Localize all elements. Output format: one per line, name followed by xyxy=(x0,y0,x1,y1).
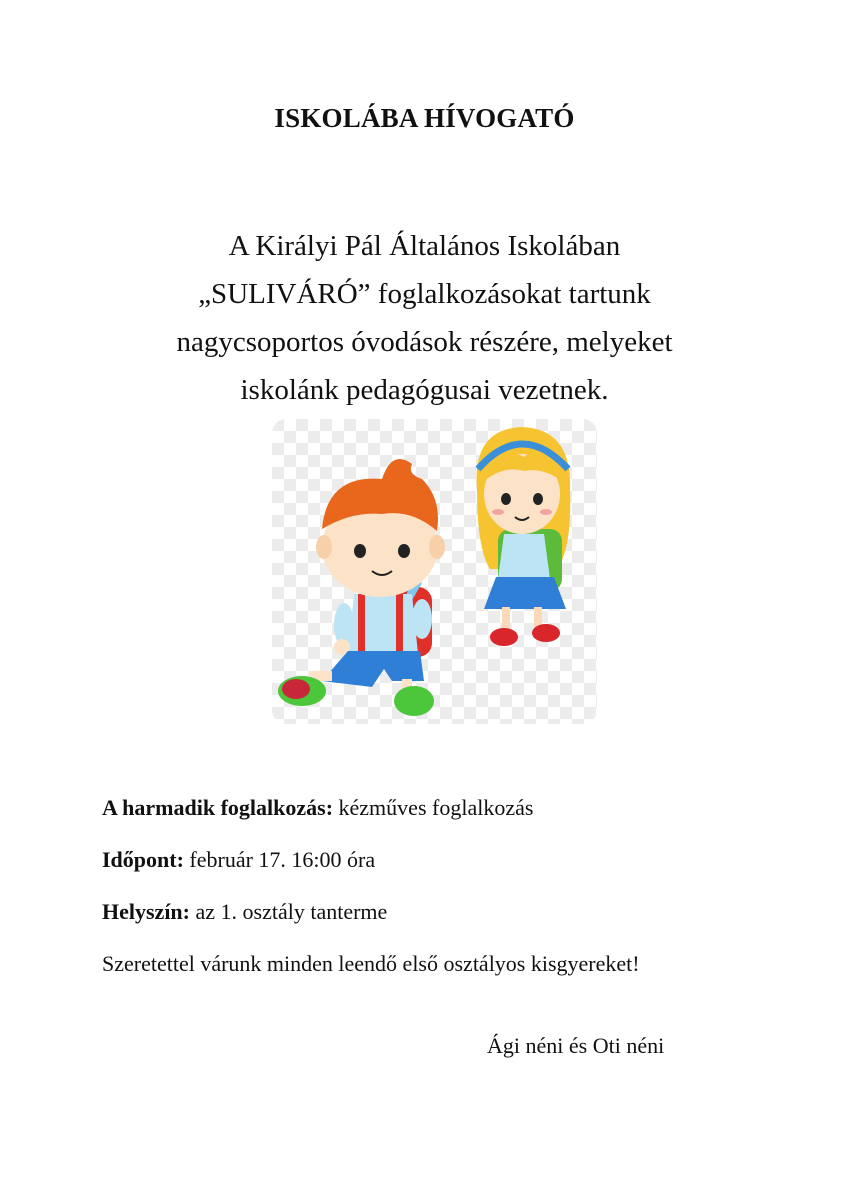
intro-line: iskolánk pedagógusai vezetnek. xyxy=(240,374,609,406)
intro-line: „SULIVÁRÓ” foglalkozásokat tartunk xyxy=(198,278,651,310)
session-value: kézműves foglalkozás xyxy=(333,795,534,820)
place-value: az 1. osztály tanterme xyxy=(190,899,388,924)
intro-line: nagycsoportos óvodások részére, melyeket xyxy=(176,326,673,358)
place-line xyxy=(102,894,802,946)
page-title: ISKOLÁBA HÍVOGATÓ xyxy=(274,103,575,133)
session-line xyxy=(102,790,802,842)
intro-paragraph xyxy=(80,222,769,414)
schoolchildren-with-backpacks-icon xyxy=(272,419,597,724)
event-details xyxy=(102,790,802,998)
time-label: Időpont: xyxy=(102,847,184,872)
time-line xyxy=(102,842,802,894)
place-label: Helyszín: xyxy=(102,899,190,924)
welcome-line: Szeretettel várunk minden leendő első osztályos kisgyereket! xyxy=(102,951,640,976)
signature: Ági néni és Oti néni xyxy=(487,1033,665,1058)
time-value: február 17. 16:00 óra xyxy=(183,847,376,872)
intro-line: A Királyi Pál Általános Iskolában xyxy=(228,230,621,262)
session-label: A harmadik foglalkozás: xyxy=(102,795,334,820)
schoolchildren-illustration xyxy=(272,419,597,724)
